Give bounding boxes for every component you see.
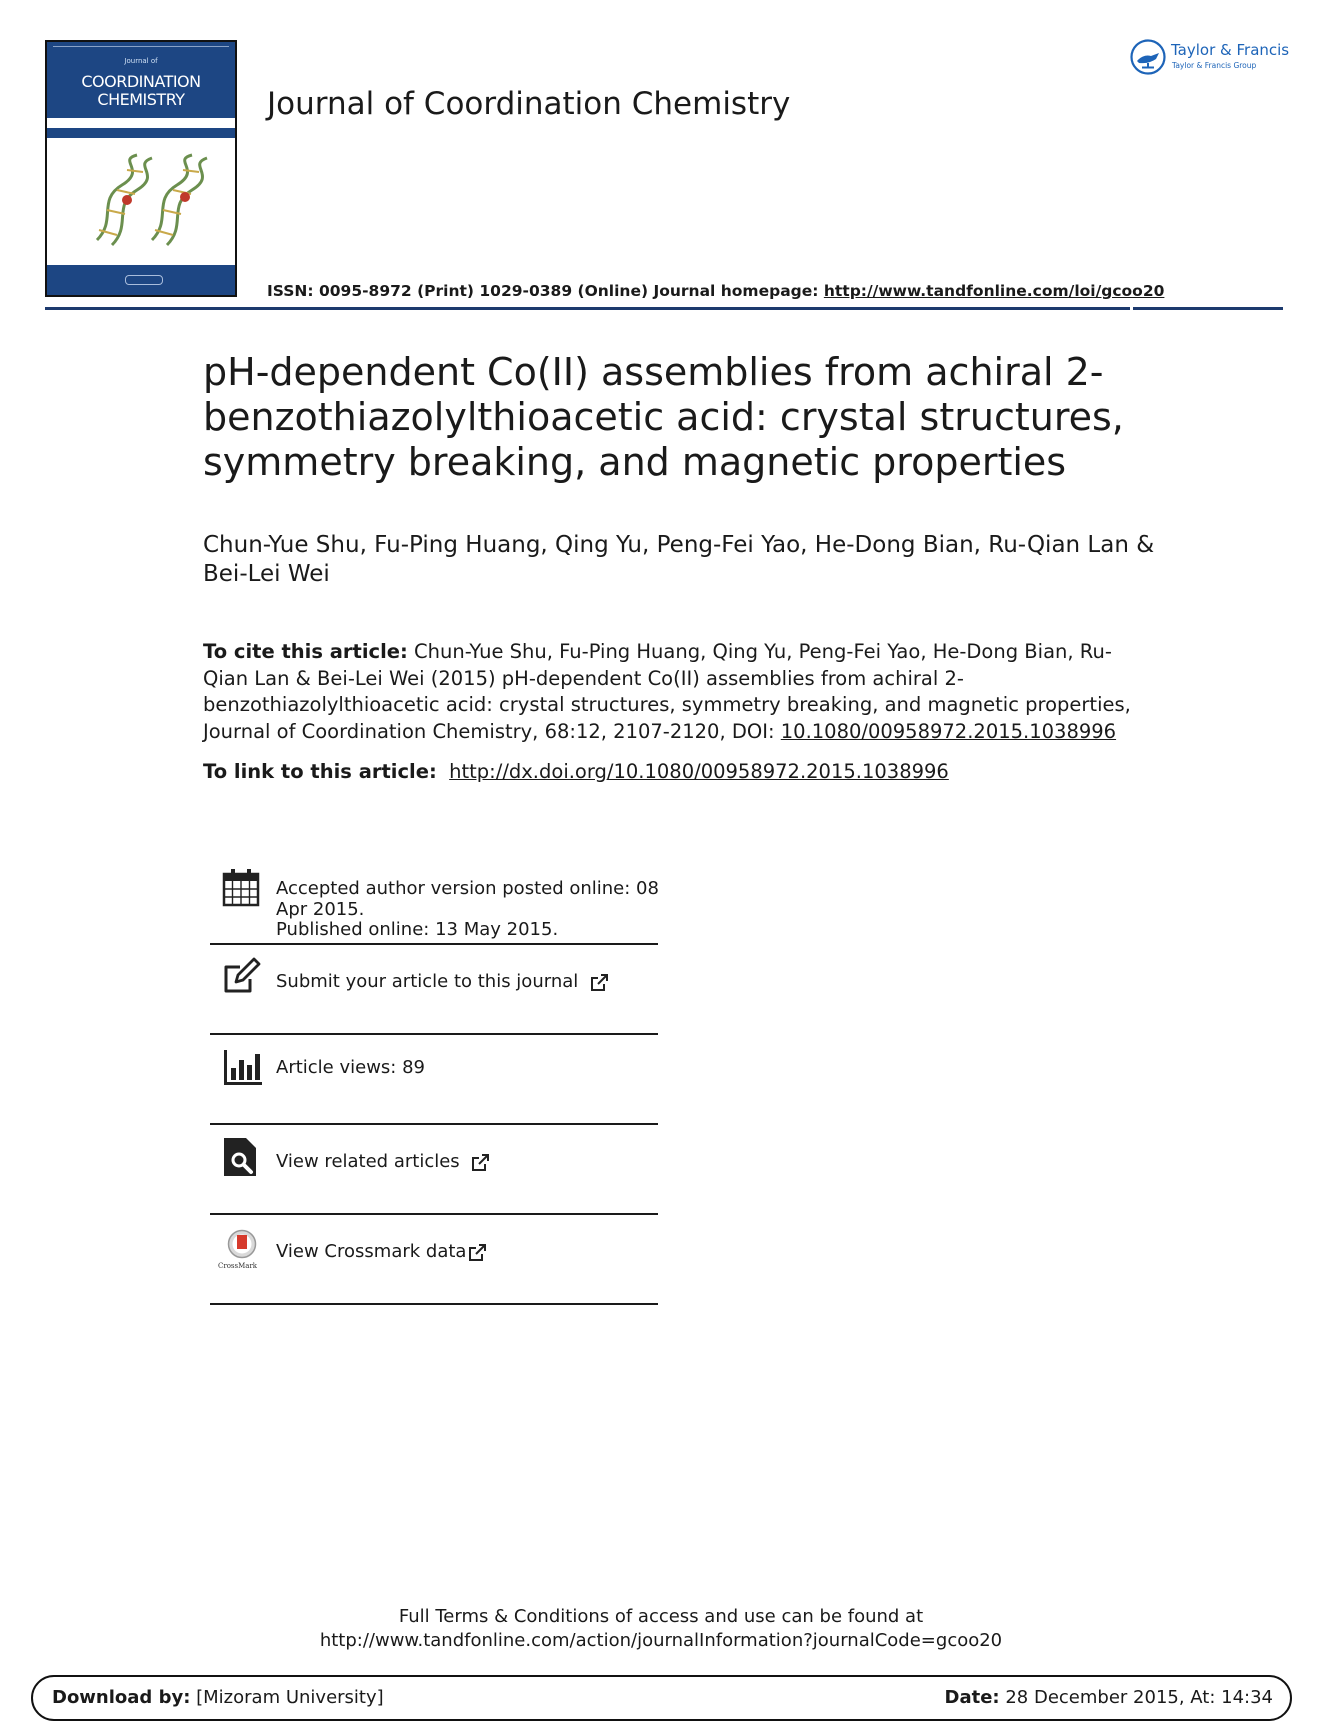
crossmark-label: View Crossmark data (276, 1241, 467, 1262)
cover-molecule-illustration (77, 150, 217, 250)
journal-title: Journal of Coordination Chemistry (267, 86, 791, 122)
article-link-label: To link to this article: (203, 760, 437, 783)
download-by (52, 1687, 384, 1708)
crossmark-logo-text: CrossMark (218, 1262, 258, 1270)
issn-text: ISSN: 0095-8972 (Print) 1029-0389 (Online) Journal homepage: (267, 282, 824, 300)
info-divider (210, 1213, 658, 1215)
publication-dates (276, 879, 666, 941)
edit-icon (222, 957, 262, 997)
submit-article-link[interactable] (276, 972, 609, 993)
terms-url[interactable]: http://www.tandfonline.com/action/journalInformation?journalCode=gcoo20 (319, 1630, 1003, 1651)
external-link-icon (590, 973, 609, 992)
download-date (945, 1687, 1273, 1708)
taylor-francis-lamp-icon (1129, 38, 1167, 76)
external-link-icon (468, 1243, 487, 1262)
calendar-icon (222, 868, 262, 908)
info-divider (210, 1303, 658, 1305)
journal-cover-image (45, 40, 237, 297)
publisher-subname: Taylor & Francis Group (1172, 61, 1257, 70)
doi-link[interactable]: 10.1080/00958972.2015.1038996 (780, 719, 1117, 743)
crossmark-link[interactable] (276, 1242, 487, 1263)
header-divider (45, 307, 1130, 310)
header-divider-right (1133, 307, 1283, 310)
accepted-date: Accepted author version posted online: 08 Apr 2015. (276, 878, 659, 920)
article-views: Article views: 89 (276, 1057, 425, 1078)
related-articles-link[interactable] (276, 1152, 490, 1173)
related-articles-label: View related articles (276, 1151, 460, 1172)
download-by-value: [Mizoram University] (190, 1687, 384, 1708)
article-authors: Chun-Yue Shu, Fu-Ping Huang, Qing Yu, Peng-Fei Yao, He-Dong Bian, Ru-Qian Lan & Bei-Lei Wei (203, 532, 1155, 587)
article-title: pH-dependent Co(II) assemblies from achiral 2-benzothiazolylthioacetic acid: crystal structures, symmetry breaking, and magnetic properties (203, 350, 1124, 484)
download-date-value: 28 December 2015, At: 14:34 (999, 1687, 1273, 1708)
cover-title-line2: CHEMISTRY (97, 90, 185, 109)
bar-chart-icon (222, 1048, 262, 1088)
cover-editor-strip (47, 128, 235, 138)
citation-block (203, 639, 1133, 745)
article-link-line (203, 760, 949, 783)
terms-and-conditions (0, 1605, 1322, 1653)
cover-journal-of: Journal of (124, 57, 158, 65)
cover-publisher-logo (125, 275, 163, 285)
publisher-logo[interactable] (1129, 38, 1289, 78)
info-divider (210, 943, 658, 945)
terms-line1: Full Terms & Conditions of access and use can be found at (398, 1606, 924, 1627)
cover-title-line1: COORDINATION (81, 72, 201, 91)
publisher-name: Taylor & Francis (1171, 41, 1290, 59)
published-date: Published online: 13 May 2015. (276, 919, 559, 940)
citation-label: To cite this article: (203, 640, 408, 663)
download-date-label: Date: (944, 1687, 1000, 1708)
info-divider (210, 1033, 658, 1035)
cover-issue-line (53, 46, 229, 50)
issn-line (267, 282, 1164, 300)
cover-title-band (47, 42, 235, 118)
crossmark-icon (222, 1229, 262, 1259)
submit-article-label: Submit your article to this journal (276, 971, 579, 992)
info-divider (210, 1123, 658, 1125)
cover-bottom-band (47, 265, 235, 295)
download-by-label: Download by: (52, 1687, 191, 1708)
journal-homepage-link[interactable]: http://www.tandfonline.com/loi/gcoo20 (823, 282, 1165, 300)
external-link-icon (471, 1153, 490, 1172)
article-link-url[interactable]: http://dx.doi.org/10.1080/00958972.2015.1038996 (449, 760, 949, 783)
document-search-icon (222, 1136, 262, 1176)
citation-text: Chun-Yue Shu, Fu-Ping Huang, Qing Yu, Peng-Fei Yao, He-Dong Bian, Ru-Qian Lan & Bei-Lei Wei (2015) pH-dependent Co(II) assemblies from achiral 2-benzothiazolylthioacetic acid: crystal structures, symmetry breaking, and magnetic properties, Journal of Coordination Chemistry, 68:12, 2107-2120, DOI: (203, 640, 1131, 743)
download-info-bar (31, 1675, 1292, 1721)
